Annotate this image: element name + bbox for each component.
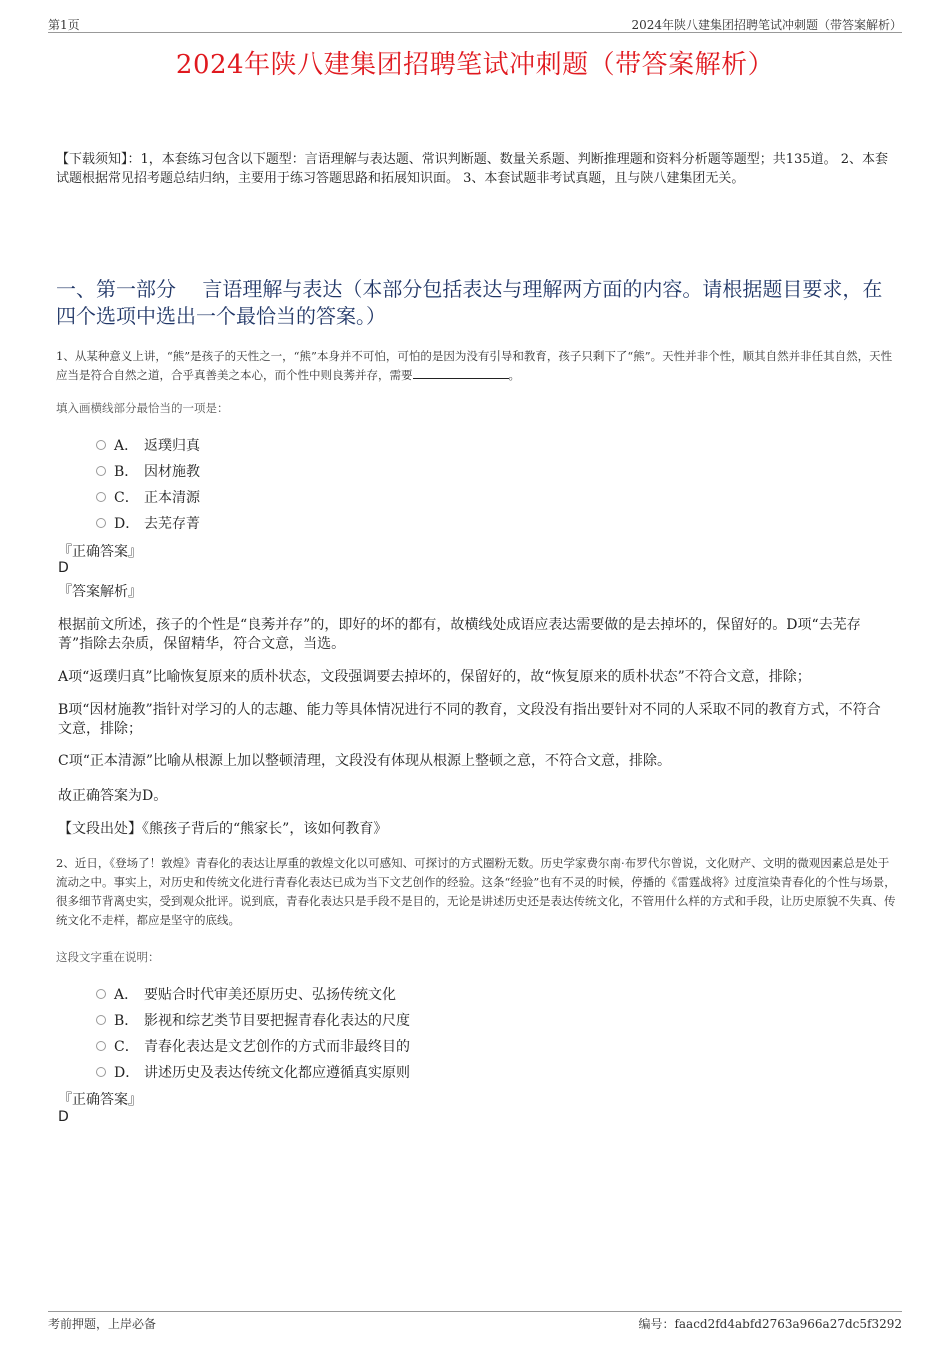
- analysis-paragraph: A项“返璞归真”比喻恢复原来的质朴状态，文段强调要去掉坏的，保留好的，故“恢复原来的质朴状态”不符合文意，排除；: [58, 669, 811, 685]
- question-2-stem: 2、近日，《登场了！敦煌》青春化的表达让厚重的敦煌文化以可感知、可探讨的方式圈粉无数。历史学家费尔南·布罗代尔曾说，文化财产、文明的微观因素总是处于流动之中。事实上，对历史和传统文化进行青春化表达已成为当下文艺创作的经验。这条“经验”也有不灵的时候，停播的《雷霆战将》过度渲染青春化的个性与场景，很多细节背离史实，受到观众批评。说到底，青春化表达只是手段不是目的，无论是讲述历史还是表达传统文化，不管用什么样的方式和手段，让历史原貌不失真、传统文化不走样，都应是坚守的底线。: [56, 856, 896, 927]
- radio-button[interactable]: [96, 989, 106, 999]
- analysis-paragraph: B项“因材施教”指针对学习的人的志趣、能力等具体情况进行不同的教育，文段没有指出要针对不同的人采取不同的教育方式，不符合文意，排除；: [58, 702, 881, 737]
- footer-slogan: 考前押题，上岸必备: [48, 1317, 157, 1331]
- analysis-paragraph: C项“正本清源”比喻从根源上加以整顿清理，文段没有体现从根源上整顿之意，不符合文意，排除。: [58, 753, 672, 769]
- radio-button[interactable]: [96, 518, 106, 528]
- option-a[interactable]: A． 要贴合时代审美还原历史、弘扬传统文化: [96, 982, 796, 1008]
- question-1-lead: 填入画横线部分最恰当的一项是：: [56, 401, 229, 415]
- radio-button[interactable]: [96, 1015, 106, 1025]
- answer-value: D: [58, 1109, 69, 1125]
- analysis-paragraph: 故正确答案为D。: [58, 788, 168, 804]
- option-c[interactable]: C． 青春化表达是文艺创作的方式而非最终目的: [96, 1034, 796, 1060]
- section-heading: 一、第一部分 言语理解与表达（本部分包括表达与理解两方面的内容。请根据题目要求，在四个选项中选出一个最恰当的答案。）: [56, 277, 883, 328]
- analysis-paragraph: 根据前文所述，孩子的个性是“良莠并存”的，即好的坏的都有，故横线处成语应表达需要做的是去掉坏的，保留好的。D项“去芜存菁”指除去杂质，保留精华，符合文意，当选。: [58, 617, 861, 652]
- page-title: 2024年陕八建集团招聘笔试冲刺题（带答案解析）: [175, 50, 775, 80]
- radio-button[interactable]: [96, 1041, 106, 1051]
- option-c[interactable]: C． 正本清源: [96, 485, 796, 511]
- option-d[interactable]: D． 讲述历史及表达传统文化都应遵循真实原则: [96, 1060, 796, 1086]
- download-notice: 【下载须知】：1，本套练习包含以下题型：言语理解与表达题、常识判断题、数量关系题、判断推理题和资料分析题等题型；共135道。 2、本套试题根据常见招考题总结归纳，主要用于练习答题思路和拓展知识面。 3、本套试题非考试真题，且与陕八建集团无关。: [56, 152, 888, 186]
- radio-button[interactable]: [96, 440, 106, 450]
- answer-value: D: [58, 560, 69, 576]
- question-2-lead: 这段文字重在说明：: [56, 950, 160, 964]
- answer-label: 『正确答案』: [58, 544, 142, 560]
- document-id: 编号：faacd2fd4abfd2763a966a27dc5f3292: [638, 1317, 902, 1331]
- analysis-label: 『答案解析』: [58, 584, 142, 600]
- question-1-options: [96, 433, 796, 537]
- option-a[interactable]: A． 返璞归真: [96, 433, 796, 459]
- option-b[interactable]: B． 影视和综艺类节目要把握青春化表达的尺度: [96, 1008, 796, 1034]
- question-1-stem: 1、从某种意义上讲，“熊”是孩子的天性之一，“熊”本身并不可怕，可怕的是因为没有引导和教育，孩子只剩下了“熊”。天性并非个性，顺其自然并非任其自然，天性应当是符合自然之道，合乎真善美之本心，而个性中则良莠并存，需要 。: [56, 349, 893, 382]
- page-footer: [48, 1311, 902, 1332]
- page-header: [48, 14, 902, 33]
- question-2-options: [96, 982, 796, 1086]
- radio-button[interactable]: [96, 466, 106, 476]
- radio-button[interactable]: [96, 492, 106, 502]
- source-citation: 【文段出处】《熊孩子背后的“熊家长”，该如何教育》: [58, 821, 388, 837]
- answer-label: 『正确答案』: [58, 1092, 142, 1108]
- header-doc-title: 2024年陕八建集团招聘笔试冲刺题（带答案解析）: [631, 18, 902, 32]
- option-b[interactable]: B． 因材施教: [96, 459, 796, 485]
- radio-button[interactable]: [96, 1067, 106, 1077]
- option-d[interactable]: D． 去芜存菁: [96, 511, 796, 537]
- fill-blank: [413, 366, 509, 379]
- page-number: 第1页: [48, 18, 80, 32]
